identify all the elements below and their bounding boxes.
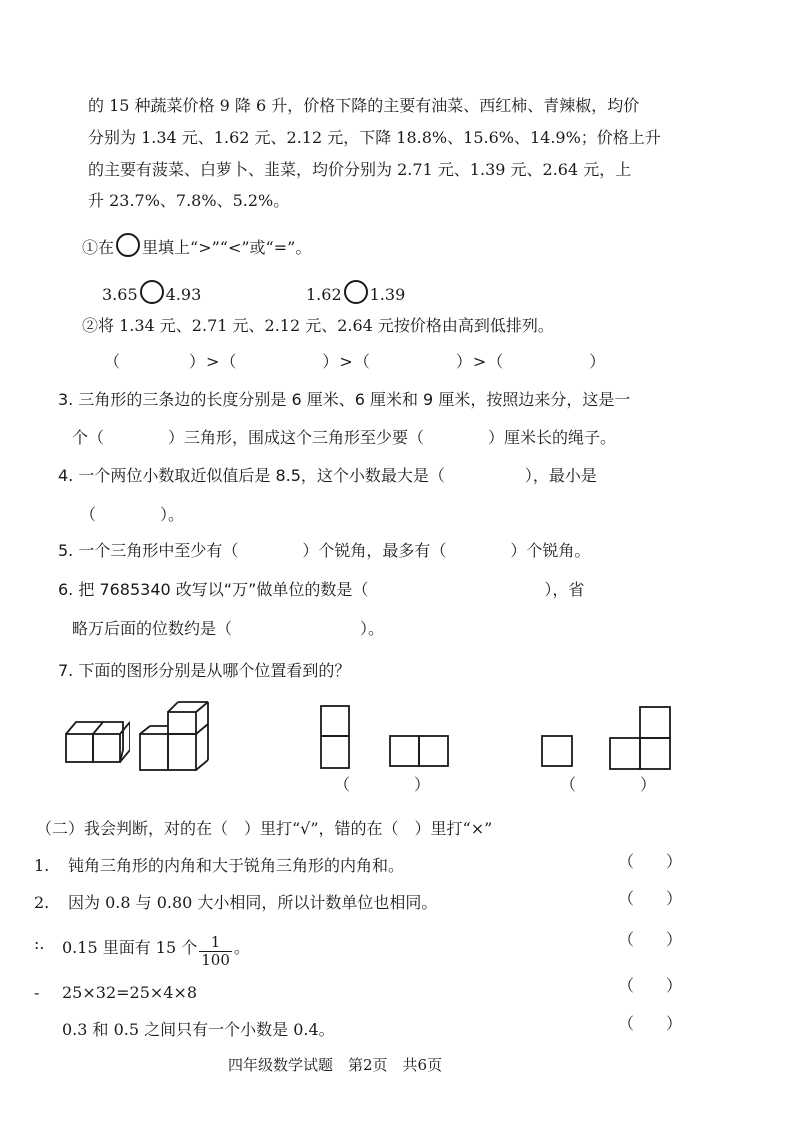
question-4-line-1: 4. 一个两位小数取近似值后是 8.5，这个小数最大是（ ），最小是 — [58, 466, 597, 485]
intro-line-4: 升 23.7%、7.8%、5.2%。 — [88, 191, 290, 210]
judge-item-3-num: :. — [34, 934, 45, 953]
view-horizontal-pair — [388, 734, 452, 770]
fraction-denominator: 100 — [201, 951, 230, 969]
intro-line-2: 分别为 1.34 元、1.62 元、2.12 元，下降 18.8%、15.6%、14.9%；价格上升 — [88, 128, 661, 147]
cube-figure-stack — [136, 698, 216, 778]
judge-item-2-num: 2. — [34, 893, 50, 912]
view-single-square — [540, 734, 576, 770]
sub1-prefix: ①在 — [82, 238, 115, 257]
sub1-instruction — [82, 233, 311, 258]
judge-item-3-after: 。 — [233, 938, 250, 957]
fraction-numerator: 1 — [199, 934, 232, 952]
fraction-one-hundredth — [199, 934, 232, 969]
compare-b-circle[interactable] — [344, 280, 368, 304]
view-l-shape — [608, 705, 674, 775]
judge-item-1-text: 钝角三角形的内角和大于锐角三角形的内角和。 — [68, 856, 405, 875]
compare-b-right: 1.39 — [369, 285, 406, 304]
question-3-line-1: 3. 三角形的三条边的长度分别是 6 厘米、6 厘米和 9 厘米，按照边来分，这是一 — [58, 390, 631, 409]
question-5: 5. 一个三角形中至少有（ ）个锐角，最多有（ ）个锐角。 — [58, 541, 591, 560]
compare-b-left: 1.62 — [306, 285, 342, 304]
question-3-line-2: 个（ ）三角形，围成这个三角形至少要（ ）厘米长的绳子。 — [72, 428, 617, 447]
sub1-suffix: 里填上“>”“<”或“=”。 — [142, 238, 312, 257]
compare-a-right: 4.93 — [165, 285, 202, 304]
view-vertical-pair — [319, 704, 353, 772]
compare-item-a — [102, 280, 201, 305]
judge-item-3-before: 0.15 里面有 15 个 — [62, 938, 198, 957]
view-answer-blank-1[interactable]: （ ） — [334, 775, 431, 794]
intro-line-1: 的 15 种蔬菜价格 9 降 6 升，价格下降的主要有油菜、西红柿、青辣椒，均价 — [88, 96, 640, 115]
cube-figure-row — [60, 700, 130, 770]
compare-item-b — [306, 280, 405, 305]
judge-item-2-text: 因为 0.8 与 0.80 大小相同，所以计数单位也相同。 — [68, 893, 438, 912]
question-6-line-1: 6. 把 7685340 改写以“万”做单位的数是（ ），省 — [58, 580, 585, 599]
page-footer: 四年级数学试题 第2页 共6页 — [228, 1056, 443, 1074]
intro-line-3: 的主要有菠菜、白萝卜、韭菜，均价分别为 2.71 元、1.39 元、2.64 元，上 — [88, 160, 632, 179]
judge-item-4-text: 25×32=25×4×8 — [62, 983, 198, 1002]
judge-item-5-blank[interactable]: （ ） — [618, 1014, 683, 1033]
compare-a-circle[interactable] — [140, 280, 164, 304]
judge-item-3-text — [62, 934, 250, 969]
question-6-line-2: 略万后面的位数约是（ ）。 — [72, 619, 385, 638]
sub2-answer-blanks[interactable]: （ ）>（ ）>（ ）>（ ） — [104, 352, 607, 371]
question-7: 7. 下面的图形分别是从哪个位置看到的？ — [58, 661, 351, 680]
judge-item-1-blank[interactable]: （ ） — [618, 852, 683, 871]
judge-item-1-num: 1. — [34, 856, 50, 875]
section-2-heading: （二）我会判断，对的在（ ）里打“√”，错的在（ ）里打“×” — [36, 819, 493, 838]
judge-item-4-num: - — [34, 983, 40, 1002]
judge-item-2-blank[interactable]: （ ） — [618, 889, 683, 908]
view-answer-blank-2[interactable]: （ ） — [560, 775, 657, 794]
circle-icon — [116, 233, 140, 257]
question-4-line-2: （ ）。 — [80, 505, 185, 524]
compare-a-left: 3.65 — [102, 285, 138, 304]
judge-item-5-text: 0.3 和 0.5 之间只有一个小数是 0.4。 — [62, 1020, 335, 1039]
judge-item-3-blank[interactable]: （ ） — [618, 930, 683, 949]
judge-item-4-blank[interactable]: （ ） — [618, 976, 683, 995]
sub2-instruction: ②将 1.34 元、2.71 元、2.12 元、2.64 元按价格由高到低排列。 — [82, 316, 554, 335]
